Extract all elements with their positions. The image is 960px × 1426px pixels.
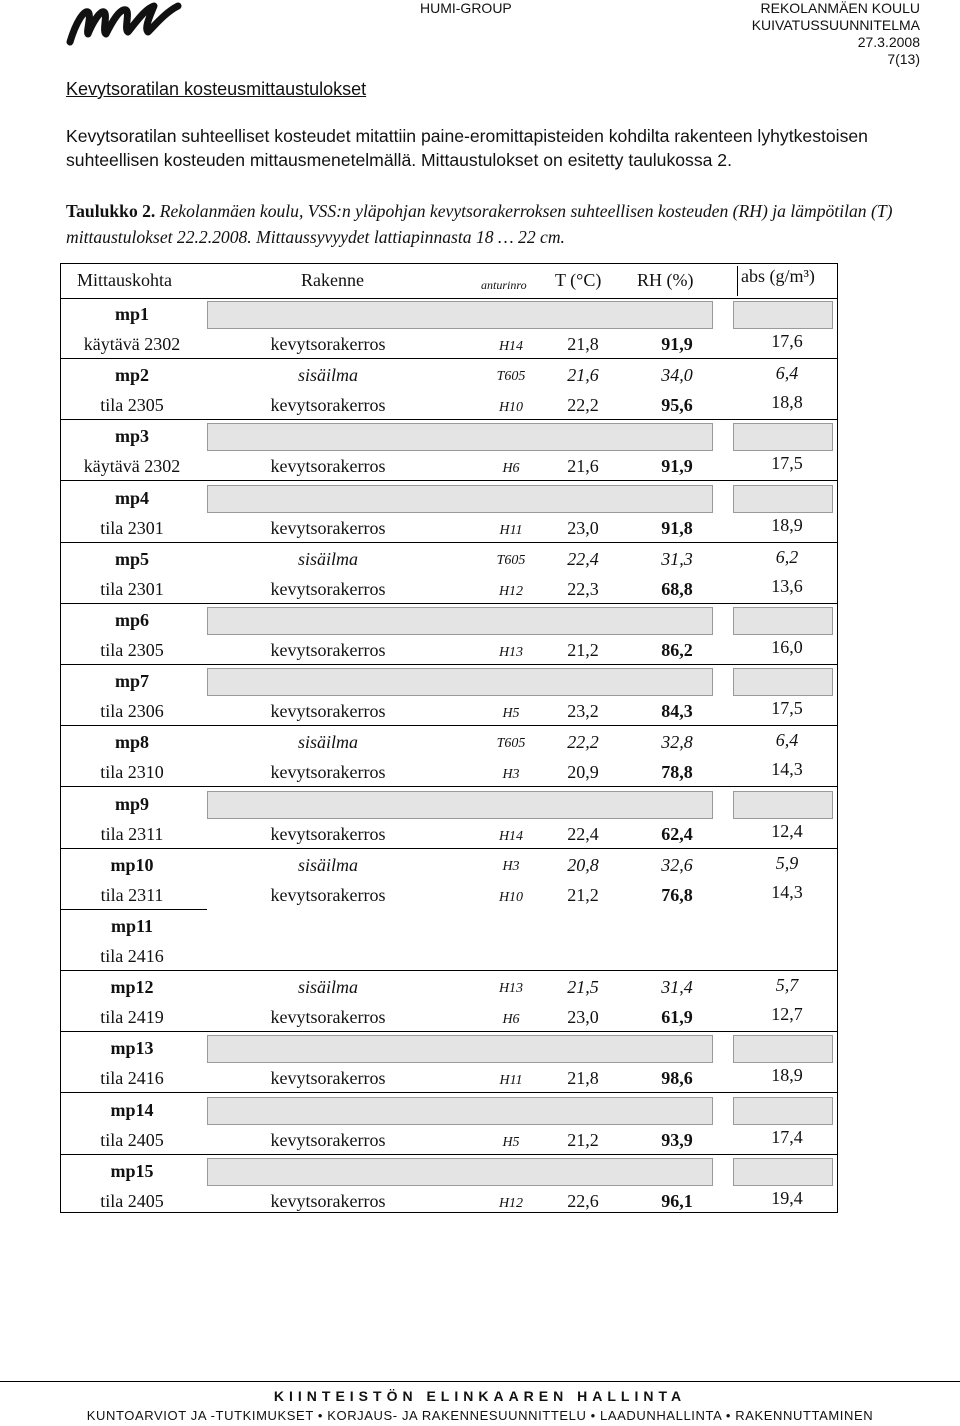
cell-abs: 19,4 bbox=[771, 1187, 803, 1208]
table-row-group bbox=[61, 972, 837, 1030]
table-caption bbox=[66, 198, 936, 250]
cell-rh: 91,9 bbox=[661, 456, 693, 477]
room-air-rh: 32,8 bbox=[661, 732, 693, 753]
doc-title-line2: KUIVATUSSUUNNITELMA bbox=[751, 17, 920, 33]
cell-rh: 61,9 bbox=[661, 1007, 693, 1028]
cell-loc: tila 2311 bbox=[100, 884, 164, 905]
empty-cell bbox=[207, 423, 713, 451]
empty-cell bbox=[733, 668, 833, 696]
empty-cell bbox=[733, 301, 833, 329]
room-air-struct: sisäilma bbox=[297, 365, 358, 386]
empty-cell bbox=[733, 1097, 833, 1125]
caption-text: Rekolanmäen koulu, VSS:n yläpohjan kevytsorakerroksen suhteellisen kosteuden (RH) ja lämpötilan (T) mittaustulokset 22.2.2008. Mittaussyvyydet lattiapinnasta 18 … 22 cm. bbox=[66, 201, 893, 247]
cell-struct: kevytsorakerros bbox=[270, 578, 386, 599]
cell-struct: kevytsorakerros bbox=[270, 1007, 386, 1028]
cell-rh: 91,8 bbox=[661, 517, 693, 538]
doc-title-line1: REKOLANMÄEN KOULU bbox=[760, 0, 920, 16]
cell-rh: 76,8 bbox=[661, 884, 693, 905]
table-row-group bbox=[61, 850, 837, 908]
cell-struct: kevytsorakerros bbox=[270, 640, 386, 660]
cell-rh: 93,9 bbox=[661, 1129, 693, 1150]
measurement-point-label: mp11 bbox=[110, 916, 153, 936]
cell-loc: tila 2405 bbox=[100, 1190, 164, 1211]
measurement-point-label: mp8 bbox=[114, 732, 149, 753]
measurement-point-label: mp12 bbox=[110, 977, 154, 998]
empty-cell bbox=[733, 1158, 833, 1186]
cell-sensor: H10 bbox=[498, 889, 524, 905]
cell-struct: kevytsorakerros bbox=[270, 1190, 386, 1211]
cell-t: 21,6 bbox=[567, 456, 599, 477]
header-structure: Rakenne bbox=[301, 270, 364, 290]
row-separator bbox=[61, 970, 837, 971]
empty-cell bbox=[207, 301, 713, 329]
cell-sensor: H5 bbox=[502, 706, 520, 722]
cell-struct: kevytsorakerros bbox=[270, 456, 386, 477]
row-separator bbox=[61, 664, 837, 665]
room-air-struct: sisäilma bbox=[297, 732, 358, 753]
caption-label: Taulukko 2. bbox=[66, 201, 156, 221]
header-abs bbox=[737, 266, 838, 296]
cell-abs: 14,3 bbox=[771, 759, 803, 780]
footer-divider bbox=[0, 1381, 960, 1382]
cell-sensor: H12 bbox=[498, 1195, 524, 1211]
cell-t: 21,8 bbox=[567, 334, 599, 354]
row-separator bbox=[61, 358, 837, 359]
room-air-rh: 32,6 bbox=[661, 854, 693, 875]
cell-loc: tila 2419 bbox=[100, 1007, 164, 1028]
cell-sensor: H11 bbox=[499, 1073, 523, 1089]
room-air-sensor: T605 bbox=[496, 369, 526, 385]
measurement-table bbox=[60, 263, 838, 1213]
cell-t: 22,6 bbox=[567, 1190, 599, 1211]
cell-abs: 18,9 bbox=[771, 514, 803, 535]
cell-sensor: H14 bbox=[498, 828, 524, 844]
room-air-abs: 5,7 bbox=[775, 975, 799, 996]
header-abs-text: abs (g/m³) bbox=[741, 266, 815, 286]
measurement-point-label: mp5 bbox=[114, 548, 149, 569]
cell-struct: kevytsorakerros bbox=[270, 334, 386, 354]
measurement-point-label: mp9 bbox=[114, 793, 149, 814]
header-temperature: T (°C) bbox=[555, 270, 602, 290]
page-number: 7(13) bbox=[887, 51, 920, 67]
row-separator bbox=[61, 725, 837, 726]
cell-rh: 84,3 bbox=[661, 701, 693, 722]
empty-cell bbox=[733, 423, 833, 451]
cell-struct: kevytsorakerros bbox=[270, 1129, 386, 1150]
row-separator bbox=[61, 848, 837, 849]
cell-t: 22,3 bbox=[567, 578, 599, 599]
cell-sensor: H12 bbox=[498, 583, 524, 599]
table-row-group bbox=[61, 727, 837, 785]
cell-loc: tila 2301 bbox=[100, 578, 164, 599]
room-air-struct: sisäilma bbox=[297, 854, 358, 875]
cell-loc: tila 2305 bbox=[100, 395, 164, 416]
cell-t: 23,0 bbox=[567, 1007, 599, 1028]
empty-cell bbox=[733, 1035, 833, 1063]
room-air-sensor: H3 bbox=[502, 858, 520, 874]
row-separator bbox=[61, 419, 837, 420]
table-row-group bbox=[61, 1095, 837, 1153]
empty-cell bbox=[207, 791, 713, 819]
cell-sensor: H10 bbox=[498, 400, 524, 416]
cell-loc: tila 2310 bbox=[100, 762, 164, 783]
room-air-sensor: T605 bbox=[496, 736, 526, 752]
empty-cell bbox=[207, 607, 713, 635]
empty-cell bbox=[207, 1035, 713, 1063]
room-air-rh: 34,0 bbox=[661, 365, 693, 386]
cell-sensor: H11 bbox=[499, 522, 523, 538]
cell-abs: 17,5 bbox=[771, 453, 803, 474]
doc-date: 27.3.2008 bbox=[857, 34, 920, 50]
cell-rh: 68,8 bbox=[661, 578, 693, 599]
cell-t: 21,8 bbox=[567, 1068, 599, 1089]
footer-services: KUNTOARVIOT JA -TUTKIMUKSET • KORJAUS- JA RAKENNESUUNNITTELU • LAADUNHALLINTA • RAKENNUTTAMINEN bbox=[86, 1408, 874, 1423]
measurement-point-label: mp15 bbox=[110, 1160, 154, 1181]
measurement-point-label: mp14 bbox=[110, 1099, 154, 1120]
row-separator bbox=[61, 786, 837, 787]
cell-sensor: H14 bbox=[498, 339, 524, 354]
cell-loc: tila 2405 bbox=[100, 1129, 164, 1150]
cell-abs: 13,6 bbox=[771, 575, 803, 596]
room-air-abs: 6,2 bbox=[775, 546, 799, 567]
room-air-rh: 31,4 bbox=[661, 977, 693, 998]
room-air-t: 20,8 bbox=[567, 854, 599, 875]
empty-cell bbox=[207, 485, 713, 513]
measurement-point-label: mp4 bbox=[114, 487, 149, 508]
row-separator bbox=[61, 603, 837, 604]
room-air-t: 22,2 bbox=[567, 732, 599, 753]
table-row-group bbox=[61, 299, 837, 357]
measurement-point-label: mp13 bbox=[110, 1038, 154, 1059]
table-row-group bbox=[61, 544, 837, 602]
intro-paragraph: Kevytsoratilan suhteelliset kosteudet mitattiin paine-eromittapisteiden kohdilta rakenteen lyhytkestoisen suhteellisen kosteuden mittausmenetelmällä. Mittaustulokset on esitetty taulukossa 2. bbox=[66, 126, 868, 170]
table-row-group bbox=[61, 605, 837, 663]
cell-rh: 86,2 bbox=[661, 640, 693, 660]
table-row-group bbox=[61, 1033, 837, 1091]
cell-abs: 18,9 bbox=[771, 1065, 803, 1086]
cell-sensor: H3 bbox=[502, 767, 520, 783]
cell-t: 23,0 bbox=[567, 517, 599, 538]
cell-sensor: H13 bbox=[498, 645, 524, 660]
room-air-abs: 6,4 bbox=[775, 363, 799, 384]
table-row-group bbox=[61, 911, 837, 969]
cell-abs: 18,8 bbox=[771, 392, 803, 413]
cell-rh: 95,6 bbox=[661, 395, 693, 416]
cell-abs: 12,4 bbox=[771, 820, 803, 841]
row-separator bbox=[61, 480, 837, 481]
cell-t: 22,2 bbox=[567, 395, 599, 416]
room-air-sensor: T605 bbox=[496, 552, 526, 568]
room-air-struct: sisäilma bbox=[297, 548, 358, 569]
footer-title: KIINTEISTÖN ELINKAAREN HALLINTA bbox=[273, 1388, 687, 1404]
table-row-group bbox=[61, 1156, 837, 1214]
cell-t: 22,4 bbox=[567, 823, 599, 844]
measurement-point-label: mp1 bbox=[114, 304, 149, 324]
cell-loc: tila 2305 bbox=[100, 640, 164, 660]
table-row-group bbox=[61, 483, 837, 541]
cell-sensor: H6 bbox=[502, 461, 520, 477]
section-title: Kevytsoratilan kosteusmittaustulokset bbox=[66, 79, 367, 99]
cell-t: 23,2 bbox=[567, 701, 599, 722]
empty-cell bbox=[207, 668, 713, 696]
cell-struct: kevytsorakerros bbox=[270, 823, 386, 844]
cell-struct: kevytsorakerros bbox=[270, 517, 386, 538]
cell-struct: kevytsorakerros bbox=[270, 762, 386, 783]
cell-struct: kevytsorakerros bbox=[270, 884, 386, 905]
cell-loc: tila 2306 bbox=[100, 701, 164, 722]
header-sensor: anturinro bbox=[481, 278, 527, 292]
blank-area bbox=[207, 909, 837, 971]
room-air-rh: 31,3 bbox=[661, 548, 693, 569]
cell-abs: 12,7 bbox=[771, 1004, 803, 1025]
cell-t: 21,2 bbox=[567, 640, 599, 660]
cell-abs: 17,6 bbox=[771, 331, 803, 351]
cell-rh: 96,1 bbox=[661, 1190, 693, 1211]
cell-sensor: H5 bbox=[502, 1134, 520, 1150]
document-info bbox=[752, 0, 920, 68]
room-air-abs: 6,4 bbox=[775, 730, 799, 751]
row-separator bbox=[61, 542, 837, 543]
cell-struct: kevytsorakerros bbox=[270, 395, 386, 416]
cell-t: 20,9 bbox=[567, 762, 599, 783]
measurement-point-label: mp3 bbox=[114, 426, 149, 447]
cell-abs: 17,4 bbox=[771, 1126, 803, 1147]
cell-abs: 16,0 bbox=[771, 637, 803, 657]
row-separator bbox=[61, 1092, 837, 1093]
cell-loc: tila 2311 bbox=[100, 823, 164, 844]
room-air-t: 21,6 bbox=[567, 365, 599, 386]
measurement-point-label: mp7 bbox=[114, 671, 149, 692]
row-separator bbox=[61, 1031, 837, 1032]
cell-rh: 91,9 bbox=[661, 334, 693, 354]
empty-cell bbox=[733, 607, 833, 635]
cell-struct: kevytsorakerros bbox=[270, 1068, 386, 1089]
room-air-abs: 5,9 bbox=[775, 852, 799, 873]
cell-loc: tila 2301 bbox=[100, 517, 164, 538]
room-air-t: 22,4 bbox=[567, 548, 599, 569]
empty-cell bbox=[733, 791, 833, 819]
cell-rh: 98,6 bbox=[661, 1068, 693, 1089]
cell-abs: 14,3 bbox=[771, 881, 803, 902]
measurement-point-label: mp2 bbox=[114, 365, 149, 386]
cell-loc: tila 2416 bbox=[100, 1068, 164, 1089]
cell-loc: käytävä 2302 bbox=[83, 456, 181, 477]
cell-loc: käytävä 2302 bbox=[83, 334, 181, 354]
cell-abs: 17,5 bbox=[771, 698, 803, 719]
table-row-group bbox=[61, 666, 837, 724]
cell-rh: 62,4 bbox=[661, 823, 693, 844]
company-name: HUMI-GROUP bbox=[420, 0, 512, 16]
cell-t: 21,2 bbox=[567, 1129, 599, 1150]
measurement-point-label: mp10 bbox=[110, 854, 154, 875]
header-rh: RH (%) bbox=[637, 270, 694, 290]
empty-cell bbox=[733, 485, 833, 513]
empty-cell bbox=[207, 1097, 713, 1125]
row-separator bbox=[61, 1154, 837, 1155]
company-logo bbox=[66, 2, 182, 48]
cell-loc: tila 2416 bbox=[100, 946, 164, 966]
empty-cell bbox=[207, 1158, 713, 1186]
measurement-point-label: mp6 bbox=[114, 610, 149, 630]
table-row-group bbox=[61, 421, 837, 479]
room-air-struct: sisäilma bbox=[297, 977, 358, 998]
cell-struct: kevytsorakerros bbox=[270, 701, 386, 722]
room-air-sensor: H13 bbox=[498, 981, 524, 997]
cell-rh: 78,8 bbox=[661, 762, 693, 783]
table-row-group bbox=[61, 789, 837, 847]
header-location: Mittauskohta bbox=[77, 270, 172, 290]
cell-t: 21,2 bbox=[567, 884, 599, 905]
cell-sensor: H6 bbox=[502, 1012, 520, 1028]
room-air-t: 21,5 bbox=[567, 977, 599, 998]
table-row-group bbox=[61, 360, 837, 418]
